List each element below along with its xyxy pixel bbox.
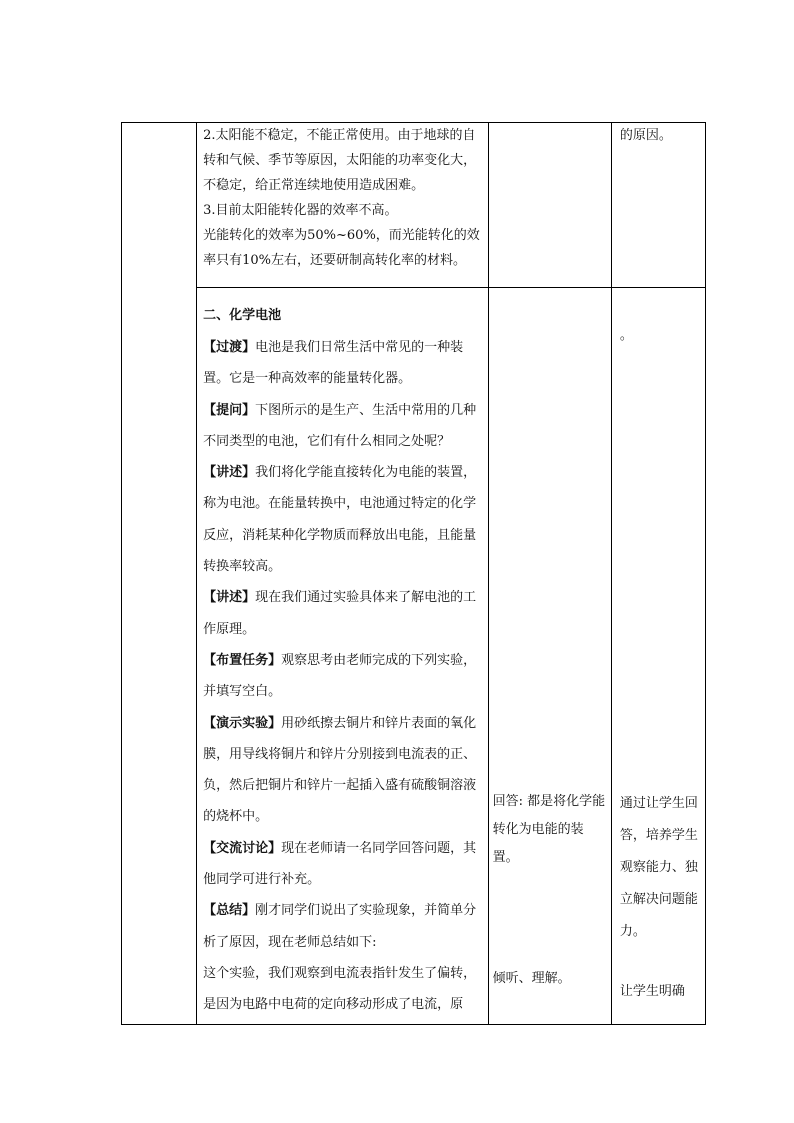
purpose-dot: 。	[619, 328, 633, 343]
paragraph-text: 刚才同学们说出了实验现象，并简单分析了原因，现在老师总结如下:	[203, 903, 477, 950]
paragraph-text: 现在老师请一名同学回答问题，其他同学可进行补充。	[203, 840, 477, 888]
table-cell-student	[488, 123, 611, 288]
paragraph-tag: 【过渡】	[203, 340, 256, 355]
paragraph-text: 下图所示的是生产、生活中常用的几种不同类型的电池，它们有什么相同之处呢？	[203, 402, 477, 449]
table-cell-stage	[122, 123, 197, 1025]
content-paragraph	[203, 457, 481, 582]
content-paragraph: 3.目前太阳能转化器的效率不高。	[203, 203, 398, 218]
purpose-text: 的原因。	[619, 128, 672, 143]
paragraph-tag: 【讲述】	[203, 465, 256, 481]
paragraph-tag: 【交流讨论】	[203, 840, 282, 856]
table-cell-content	[197, 288, 488, 1025]
table-row	[122, 288, 706, 1025]
table-row	[122, 123, 706, 288]
table-cell-purpose	[611, 288, 705, 1025]
paragraph-text: 现在我们通过实验具体来了解电池的工作原理。	[203, 590, 477, 637]
student-answer: 回答: 都是将化学能转化为电能的装置。	[492, 794, 606, 865]
paragraph-text: 电池是我们日常生活中常见的一种装置。它是一种高效率的能量转化器。	[203, 340, 464, 387]
content-paragraph	[203, 708, 481, 833]
paragraph-tag: 【演示实验】	[203, 715, 282, 731]
content-paragraph	[203, 395, 481, 458]
table-cell-purpose	[611, 123, 705, 288]
content-paragraph	[203, 645, 481, 708]
content-paragraph	[203, 332, 481, 395]
lesson-plan-table	[121, 122, 706, 1025]
section-title: 二、化学电池	[203, 308, 282, 323]
content-paragraph	[203, 833, 481, 896]
paragraph-tag: 【提问】	[203, 402, 256, 418]
paragraph-text: 观察思考由老师完成的下列实验，并填写空白。	[203, 652, 477, 700]
paragraph-tag: 【总结】	[203, 903, 256, 919]
content-paragraph	[203, 958, 481, 1021]
purpose-text: 通过让学生回答，培养学生观察能力、独立解决问题能力。	[619, 796, 698, 939]
table-cell-student	[488, 288, 611, 1025]
paragraph-text: 我们将化学能直接转化为电能的装置，称为电池。在能量转换中，电池通过特定的化学反应，消耗某种化学物质而释放出电能，且能量转换率较高。	[203, 465, 477, 575]
paragraph-tag: 【布置任务】	[203, 652, 282, 668]
paragraph-tag: 【讲述】	[203, 590, 256, 606]
paragraph-text: 用砂纸擦去铜片和锌片表面的氧化膜，用导线将铜片和锌片分别接到电流表的正、负，然后把铜片和锌片一起插入盛有硫酸铜溶液的烧杯中。	[203, 715, 477, 825]
content-paragraph: 光能转化的效率为50%~60%，而光能转化的效率只有10%左右，还要研制高转化率的材料。	[203, 228, 480, 268]
content-paragraph	[203, 895, 481, 958]
purpose-text-next: 让学生明确	[619, 984, 685, 999]
table-cell-content	[197, 123, 488, 288]
content-paragraph	[203, 582, 481, 645]
content-paragraph: 2.太阳能不稳定，不能正常使用。由于地球的自转和气候、季节等原因，太阳能的功率变化大，不稳定，给正常连续地使用造成困难。	[203, 128, 477, 193]
paragraph-text: 这个实验，我们观察到电流表指针发生了偏转，是因为电路中电荷的定向移动形成了电流，原	[203, 965, 477, 1013]
student-listen: 倾听、理解。	[492, 971, 571, 986]
